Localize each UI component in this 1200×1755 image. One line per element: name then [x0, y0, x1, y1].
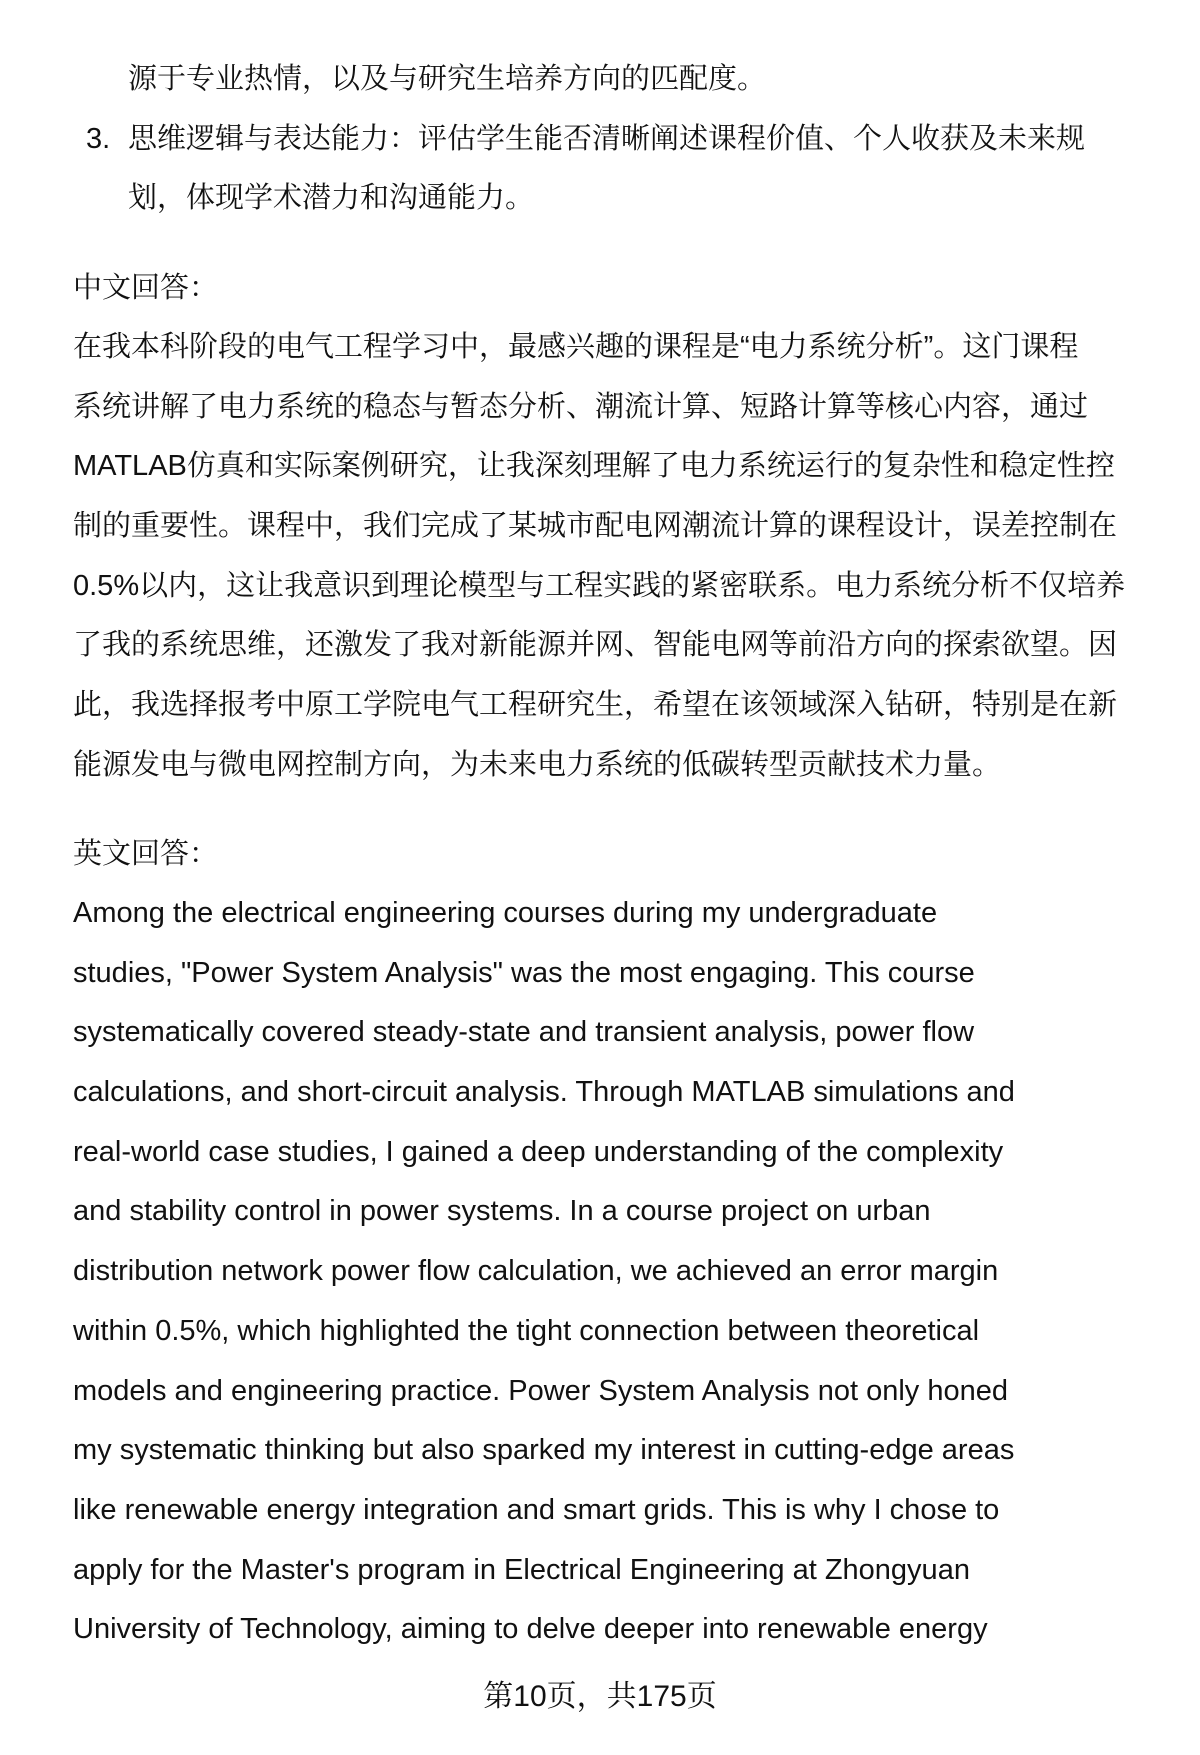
text-line: 划，体现学术潜力和沟通能力。 [128, 182, 535, 215]
text-line: 源于专业热情，以及与研究生培养方向的匹配度。 [128, 63, 767, 95]
text-line: studies, "Power System Analysis" was the most engaging. This course [73, 956, 975, 989]
text-line: 能源发电与微电网控制方向，为未来电力系统的低碳转型贡献技术力量。 [73, 748, 1002, 781]
english-answer-paragraph [73, 884, 1015, 1660]
text-line: real-world case studies, I gained a deep understanding of the complexity [73, 1135, 1004, 1168]
text-line: apply for the Master's program in Electrical Engineering at Zhongyuan [73, 1553, 970, 1586]
text-line: 在我本科阶段的电气工程学习中，最感兴趣的课程是“电力系统分析”。这门课程 [73, 331, 1079, 363]
text-line: University of Technology, aiming to delve deeper into renewable energy [73, 1613, 988, 1646]
text-line: Among the electrical engineering courses during my undergraduate [73, 897, 938, 929]
english-answer-heading: 英文回答： [73, 838, 219, 870]
page-number-footer: 第10页，共175页 [483, 1680, 717, 1713]
text-line: models and engineering practice. Power System Analysis not only honed [73, 1374, 1008, 1407]
text-line: 了我的系统思维，还激发了我对新能源并网、智能电网等前沿方向的探索欲望。因 [73, 629, 1118, 662]
list-continuation [128, 50, 1085, 229]
text-line: 思维逻辑与表达能力：评估学生能否清晰阐述课程价值、个人收获及未来规 [128, 122, 1086, 155]
text-line: systematically covered steady-state and transient analysis, power flow [73, 1016, 975, 1049]
text-line: 0.5%以内，这让我意识到理论模型与工程实践的紧密联系。电力系统分析不仅培养 [73, 569, 1126, 602]
text-line: within 0.5%, which highlighted the tight connection between theoretical [73, 1314, 980, 1347]
list-number: 3. [86, 123, 111, 155]
text-line: 制的重要性。课程中，我们完成了某城市配电网潮流计算的课程设计，误差控制在 [73, 510, 1118, 543]
text-line: and stability control in power systems. In a course project on urban [73, 1195, 931, 1228]
text-line: 此，我选择报考中原工学院电气工程研究生，希望在该领域深入钻研，特别是在新 [73, 689, 1118, 722]
chinese-answer-heading: 中文回答： [73, 272, 219, 304]
text-line: 系统讲解了电力系统的稳态与暂态分析、潮流计算、短路计算等核心内容，通过 [73, 390, 1089, 423]
text-line: MATLAB仿真和实际案例研究，让我深刻理解了电力系统运行的复杂性和稳定性控 [73, 450, 1115, 483]
text-line: like renewable energy integration and smart grids. This is why I chose to [73, 1493, 1000, 1526]
chinese-answer-paragraph [73, 318, 1125, 796]
text-line: my systematic thinking but also sparked my interest in cutting-edge areas [73, 1434, 1015, 1467]
text-line: calculations, and short-circuit analysis. Through MATLAB simulations and [73, 1076, 1015, 1109]
text-line: distribution network power flow calculation, we achieved an error margin [73, 1255, 999, 1288]
